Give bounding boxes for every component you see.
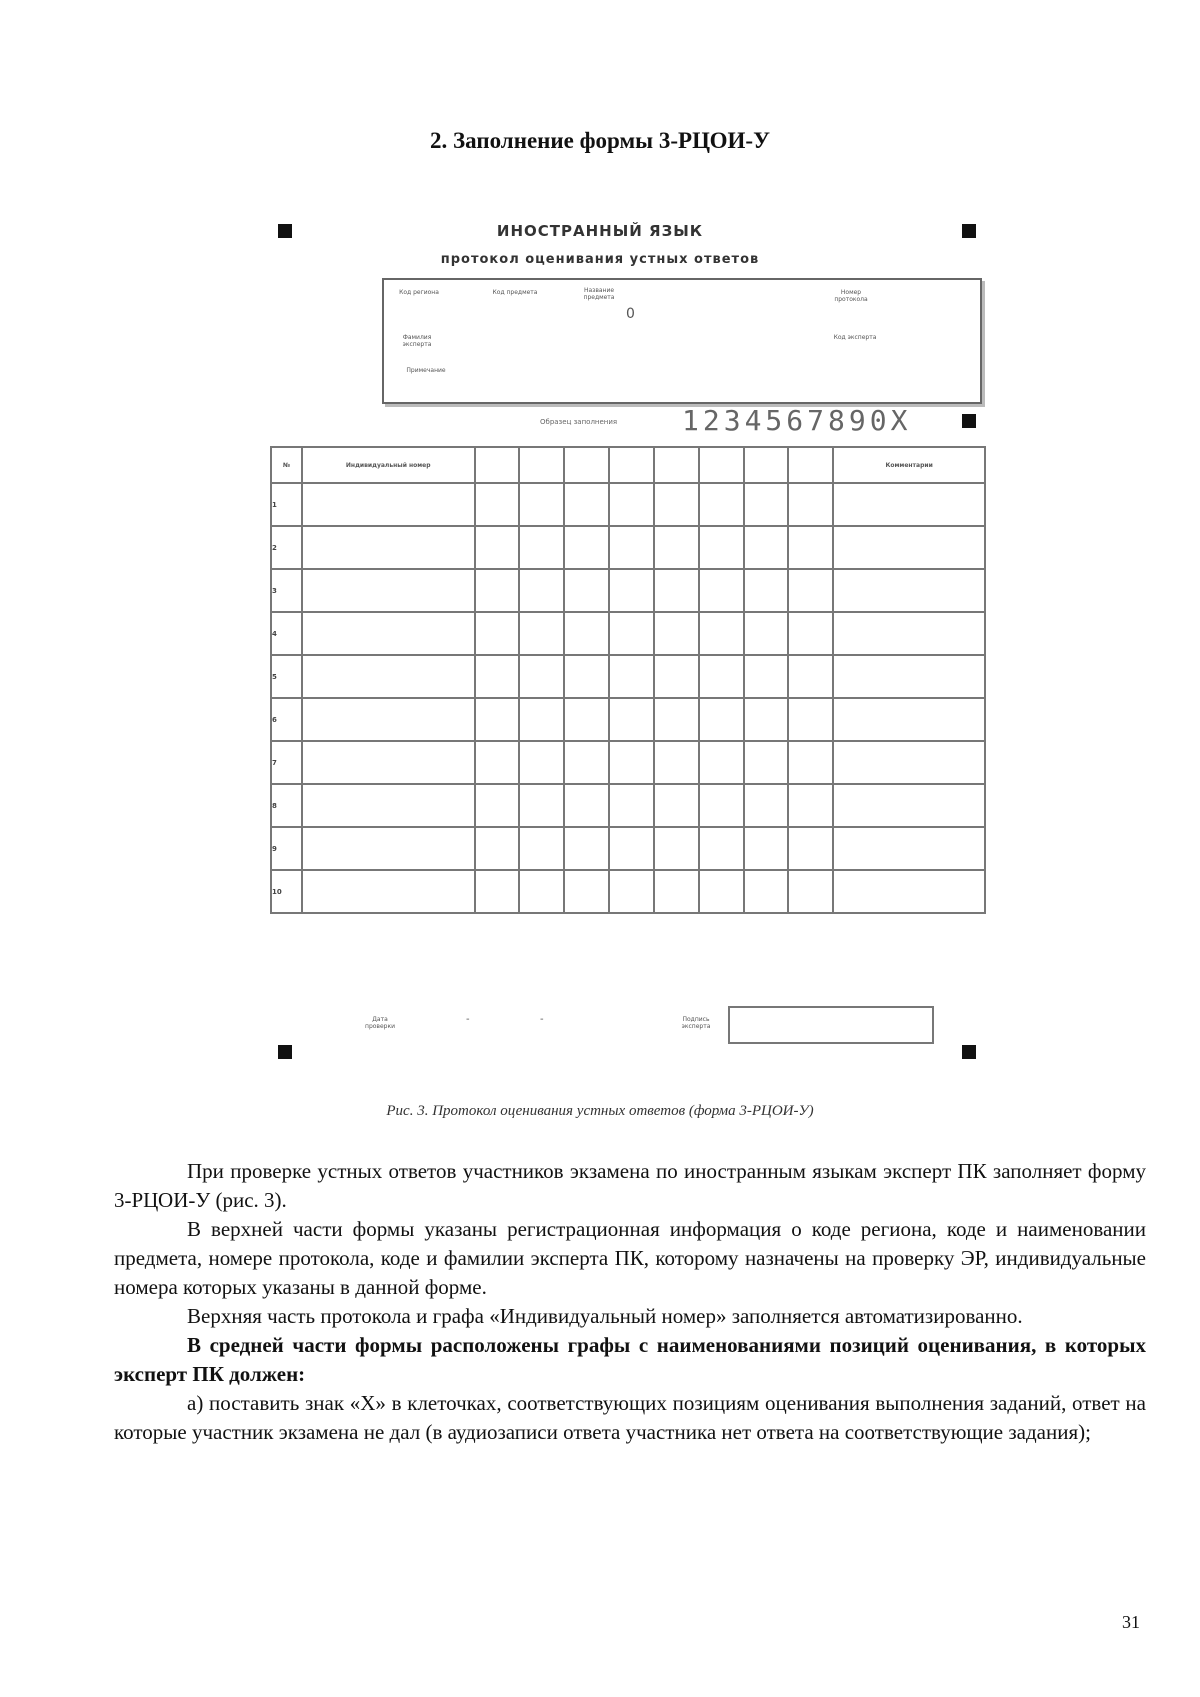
- score-cell[interactable]: [519, 655, 564, 698]
- corner-marker-icon: [962, 414, 976, 428]
- score-cell[interactable]: [788, 483, 833, 526]
- section-heading: 2. Заполнение формы 3-РЦОИ-У: [430, 128, 770, 153]
- comment-cell[interactable]: [833, 870, 985, 913]
- score-cell[interactable]: [654, 870, 699, 913]
- score-header: [475, 447, 520, 483]
- row-number: 4: [271, 612, 302, 655]
- score-cell[interactable]: [609, 827, 654, 870]
- score-cell[interactable]: [699, 569, 744, 612]
- score-cell[interactable]: [744, 569, 789, 612]
- note-label: Примечание: [406, 367, 446, 374]
- score-cell[interactable]: [788, 655, 833, 698]
- score-cell[interactable]: [475, 698, 520, 741]
- date-separator: -: [540, 1014, 544, 1025]
- signature-box[interactable]: [728, 1006, 934, 1044]
- score-cell[interactable]: [609, 655, 654, 698]
- score-cell[interactable]: [609, 526, 654, 569]
- individual-number-cell: [302, 870, 475, 913]
- score-cell[interactable]: [564, 870, 609, 913]
- sample-label: Образец заполнения: [540, 418, 618, 426]
- individual-number-cell: [302, 784, 475, 827]
- paragraph: а) поставить знак «X» в клеточках, соответствующих позициям оценивания выполнения заданий, ответ на которые участник экзамена не дал (в аудиозаписи ответа участника нет ответа на соответствующие задания);: [114, 1391, 1146, 1444]
- score-header: [564, 447, 609, 483]
- individual-number-cell: [302, 698, 475, 741]
- comment-cell[interactable]: [833, 698, 985, 741]
- paragraph: В средней части формы расположены графы с наименованиями позиций оценивания, в которых эксперт ПК должен:: [114, 1333, 1146, 1386]
- score-cell[interactable]: [654, 483, 699, 526]
- score-cell[interactable]: [788, 741, 833, 784]
- signature-label: Подпись эксперта: [681, 1016, 711, 1030]
- score-cell[interactable]: [699, 870, 744, 913]
- score-cell[interactable]: [744, 827, 789, 870]
- score-cell[interactable]: [564, 784, 609, 827]
- score-header: [744, 447, 789, 483]
- score-cell[interactable]: [699, 698, 744, 741]
- comment-cell[interactable]: [833, 655, 985, 698]
- date-separator: -: [466, 1014, 470, 1025]
- score-cell[interactable]: [475, 827, 520, 870]
- score-cell[interactable]: [519, 870, 564, 913]
- comment-cell[interactable]: [833, 741, 985, 784]
- table-row: [271, 827, 985, 870]
- expert-code-label: Код эксперта: [833, 334, 877, 341]
- registration-box: [382, 278, 982, 404]
- score-cell[interactable]: [475, 784, 520, 827]
- row-number: 7: [271, 741, 302, 784]
- subject-code-label: Код предмета: [492, 289, 538, 296]
- individual-number-cell: [302, 483, 475, 526]
- subject-value: 0: [626, 306, 635, 322]
- individual-number-cell: [302, 569, 475, 612]
- score-cell[interactable]: [744, 526, 789, 569]
- comment-cell[interactable]: [833, 612, 985, 655]
- score-cell[interactable]: [609, 612, 654, 655]
- score-cell[interactable]: [519, 741, 564, 784]
- row-number: 1: [271, 483, 302, 526]
- score-cell[interactable]: [744, 655, 789, 698]
- body-text: [114, 1157, 1146, 1447]
- comment-header: Комментарии: [833, 447, 985, 483]
- score-cell[interactable]: [475, 483, 520, 526]
- score-cell[interactable]: [699, 784, 744, 827]
- score-cell[interactable]: [609, 698, 654, 741]
- score-header: [654, 447, 699, 483]
- comment-cell[interactable]: [833, 526, 985, 569]
- score-cell[interactable]: [788, 526, 833, 569]
- score-cell[interactable]: [564, 698, 609, 741]
- score-cell[interactable]: [744, 483, 789, 526]
- score-cell[interactable]: [654, 655, 699, 698]
- table-row: [271, 784, 985, 827]
- score-cell[interactable]: [475, 655, 520, 698]
- score-cell[interactable]: [744, 741, 789, 784]
- individual-number-cell: [302, 526, 475, 569]
- score-header: [519, 447, 564, 483]
- table-row: [271, 741, 985, 784]
- paragraph: При проверке устных ответов участников экзамена по иностранным языкам эксперт ПК заполняет форму 3-РЦОИ-У (рис. 3).: [114, 1159, 1146, 1212]
- comment-cell[interactable]: [833, 483, 985, 526]
- score-cell[interactable]: [744, 784, 789, 827]
- score-cell[interactable]: [654, 612, 699, 655]
- score-cell[interactable]: [654, 569, 699, 612]
- score-cell[interactable]: [609, 569, 654, 612]
- table-row: [271, 612, 985, 655]
- table-row: [271, 655, 985, 698]
- form-subtitle: протокол оценивания устных ответов: [440, 252, 760, 267]
- table-row: [271, 483, 985, 526]
- row-number: 5: [271, 655, 302, 698]
- score-cell[interactable]: [609, 870, 654, 913]
- score-cell[interactable]: [654, 741, 699, 784]
- score-cell[interactable]: [699, 526, 744, 569]
- score-header: [699, 447, 744, 483]
- row-number: 2: [271, 526, 302, 569]
- score-cell[interactable]: [699, 741, 744, 784]
- score-cell[interactable]: [519, 483, 564, 526]
- score-cell[interactable]: [788, 569, 833, 612]
- table-row: [271, 870, 985, 913]
- score-cell[interactable]: [609, 741, 654, 784]
- row-number: 6: [271, 698, 302, 741]
- comment-cell[interactable]: [833, 569, 985, 612]
- score-header: [609, 447, 654, 483]
- table-row: [271, 698, 985, 741]
- corner-marker-icon: [278, 1045, 292, 1059]
- score-cell[interactable]: [475, 612, 520, 655]
- score-cell[interactable]: [564, 655, 609, 698]
- page-number: 31: [1122, 1612, 1140, 1632]
- score-cell[interactable]: [699, 612, 744, 655]
- individual-number-cell: [302, 612, 475, 655]
- individual-number-cell: [302, 741, 475, 784]
- paragraph: Верхняя часть протокола и графа «Индивидуальный номер» заполняется автоматизированно.: [187, 1304, 1023, 1328]
- score-cell[interactable]: [564, 827, 609, 870]
- score-cell[interactable]: [564, 612, 609, 655]
- score-cell[interactable]: [519, 526, 564, 569]
- score-cell[interactable]: [475, 526, 520, 569]
- score-cell[interactable]: [744, 612, 789, 655]
- region-code-label: Код региона: [399, 289, 439, 296]
- score-cell[interactable]: [519, 698, 564, 741]
- row-number: 9: [271, 827, 302, 870]
- score-cell[interactable]: [699, 827, 744, 870]
- score-cell[interactable]: [699, 655, 744, 698]
- corner-marker-icon: [962, 1045, 976, 1059]
- score-cell[interactable]: [654, 698, 699, 741]
- score-cell[interactable]: [475, 569, 520, 612]
- score-cell[interactable]: [519, 827, 564, 870]
- score-cell[interactable]: [609, 784, 654, 827]
- comment-cell[interactable]: [833, 827, 985, 870]
- table-row: [271, 569, 985, 612]
- score-cell[interactable]: [519, 569, 564, 612]
- score-cell[interactable]: [475, 870, 520, 913]
- sample-digits: 1234567890X: [682, 404, 912, 437]
- figure-caption: Рис. 3. Протокол оценивания устных ответов (форма 3-РЦОИ-У): [386, 1103, 814, 1119]
- score-cell[interactable]: [654, 784, 699, 827]
- score-cell[interactable]: [519, 784, 564, 827]
- num-header: №: [271, 447, 302, 483]
- protocol-number-label: Номер протокола: [834, 289, 868, 303]
- score-cell[interactable]: [788, 870, 833, 913]
- paragraph: В верхней части формы указаны регистрационная информация о коде региона, коде и наименовании предмета, номере протокола, коде и фамилии эксперта ПК, которому назначены на проверку ЭР, индивидуальные номера которых указаны в данной форме.: [114, 1217, 1146, 1299]
- score-cell[interactable]: [744, 870, 789, 913]
- score-cell[interactable]: [609, 483, 654, 526]
- expert-surname-label: Фамилия эксперта: [402, 334, 432, 348]
- individual-number-cell: [302, 827, 475, 870]
- score-cell[interactable]: [788, 698, 833, 741]
- table-header-row: [271, 447, 985, 483]
- score-cell[interactable]: [564, 483, 609, 526]
- row-number: 10: [271, 870, 302, 913]
- score-cell[interactable]: [475, 741, 520, 784]
- score-cell[interactable]: [744, 698, 789, 741]
- score-cell[interactable]: [519, 612, 564, 655]
- score-cell[interactable]: [564, 526, 609, 569]
- score-cell[interactable]: [564, 569, 609, 612]
- subject-name-label: Название предмета: [583, 287, 615, 301]
- score-cell[interactable]: [788, 612, 833, 655]
- individual-number-cell: [302, 655, 475, 698]
- comment-cell[interactable]: [833, 784, 985, 827]
- form-subject-title: ИНОСТРАННЫЙ ЯЗЫК: [496, 222, 704, 240]
- id-header: Индивидуальный номер: [302, 447, 475, 483]
- score-cell[interactable]: [788, 827, 833, 870]
- assessment-table: [270, 446, 986, 914]
- score-header: [788, 447, 833, 483]
- score-cell[interactable]: [564, 741, 609, 784]
- table-row: [271, 526, 985, 569]
- row-number: 3: [271, 569, 302, 612]
- score-cell[interactable]: [699, 483, 744, 526]
- row-number: 8: [271, 784, 302, 827]
- score-cell[interactable]: [654, 827, 699, 870]
- score-cell[interactable]: [788, 784, 833, 827]
- check-date-label: Дата проверки: [365, 1016, 395, 1030]
- score-cell[interactable]: [654, 526, 699, 569]
